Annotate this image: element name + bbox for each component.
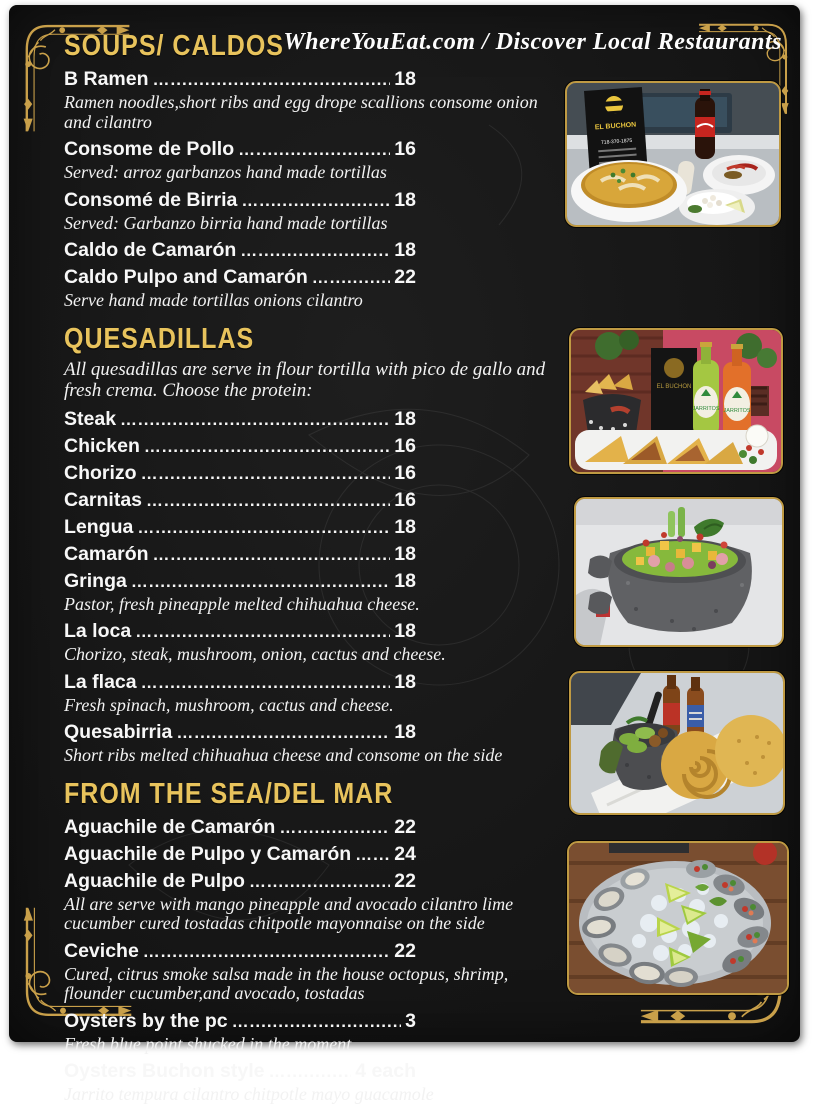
item-name: Steak: [64, 407, 117, 430]
dot-leader: [143, 938, 391, 965]
item-name: Consomé de Birria: [64, 188, 238, 211]
item-description: Jarrito tempura cilantro chitpotle mayo guacamole: [64, 1084, 434, 1104]
item-price: 18: [394, 542, 416, 565]
menu-item-row: [64, 460, 416, 487]
menu-item-row: [64, 66, 416, 93]
item-price: 18: [394, 515, 416, 538]
item-description: Cured, citrus smoke salsa made in the house octopus, shrimp, flounder cucumber,and avocado, tostadas: [64, 963, 509, 1003]
item-description: Fresh blue point shucked in the moment: [64, 1033, 352, 1054]
svg-text:EL BUCHON: EL BUCHON: [594, 121, 637, 132]
item-price: 18: [394, 721, 416, 743]
menu-item-row: [64, 841, 416, 868]
item-name: Chorizo: [64, 461, 137, 484]
menu-item-row: [64, 814, 416, 841]
item-name: Lengua: [64, 515, 134, 538]
svg-text:EL BUCHON: EL BUCHON: [656, 384, 692, 390]
dot-leader: [141, 669, 391, 696]
dot-leader: [241, 187, 390, 214]
item-price: 18: [394, 620, 416, 642]
item-description: Fresh spinach, mushroom, cactus and cheese.: [64, 694, 394, 715]
item-name: Camarón: [64, 542, 149, 565]
item-description: Short ribs melted chihuahua cheese and consome on the side: [64, 745, 503, 765]
item-name: Chicken: [64, 434, 140, 457]
dot-leader: [268, 1058, 351, 1085]
menu-item-row: [64, 541, 416, 568]
menu-item-row: [64, 669, 416, 696]
dot-leader: [355, 841, 390, 868]
item-price: 18: [394, 569, 416, 592]
section-quesadillas: [64, 324, 569, 766]
dot-leader: [153, 66, 391, 93]
item-name: Ceviche: [64, 939, 139, 962]
menu-item-row: [64, 1058, 416, 1085]
section-intro: All quesadillas are serve in flour tortilla with pico de gallo and fresh crema. Choose the protein:: [64, 358, 546, 401]
section-title: QUESADILLAS: [64, 322, 255, 355]
item-price: 18: [394, 670, 416, 693]
item-price: 22: [394, 869, 416, 892]
menu-item-row: [64, 568, 416, 595]
item-price: 22: [394, 266, 416, 288]
menu-item-row: [64, 187, 416, 214]
svg-text:JARRITOS: JARRITOS: [692, 406, 720, 412]
menu-item-row: [64, 264, 416, 291]
menu-item-row: [64, 237, 416, 264]
item-price: 18: [394, 188, 416, 211]
item-price: 18: [394, 239, 416, 261]
item-price: 22: [394, 815, 416, 838]
dot-leader: [153, 541, 391, 568]
item-price: 4 each: [355, 1060, 416, 1082]
item-name: La flaca: [64, 670, 137, 693]
item-name: Oysters by the pc: [64, 1009, 228, 1032]
dot-leader: [137, 514, 390, 541]
item-name: Quesabirria: [64, 721, 173, 743]
dot-leader: [131, 568, 390, 595]
soup-bowl: [571, 160, 687, 222]
photo-quesadillas: [569, 328, 783, 474]
garnish-bowl-chiles: [703, 155, 775, 195]
menu-item-row: [64, 136, 416, 163]
section-soups: [64, 31, 569, 311]
item-price: 22: [394, 939, 416, 962]
item-description: Pastor, fresh pineapple melted chihuahua cheese.: [64, 593, 420, 614]
menu-item-row: [64, 514, 416, 541]
quesadilla-plate: [575, 425, 777, 470]
dot-leader: [312, 264, 391, 291]
section-from-the-sea: [64, 779, 569, 1105]
photo-aguachile-molcajete: [574, 497, 784, 647]
item-name: Aguachile de Pulpo y Camarón: [64, 842, 352, 865]
menu-item-row: [64, 487, 416, 514]
section-title: FROM THE SEA/DEL MAR: [64, 777, 394, 810]
item-price: 16: [394, 488, 416, 511]
photo-molcajete-tostadas: [569, 671, 785, 815]
item-description: All are serve with mango pineapple and avocado cilantro lime cucumber cured tostadas chitpotle mayonnaise on the side: [64, 893, 514, 933]
item-name: Oysters Buchon style: [64, 1060, 265, 1082]
item-price: 16: [394, 138, 416, 160]
photo-oyster-platter: [567, 841, 789, 995]
dot-leader: [238, 136, 390, 163]
item-name: Gringa: [64, 569, 127, 592]
garnish-bowl-onion-lime: [679, 189, 755, 225]
menu-item-row: [64, 618, 416, 645]
dot-leader: [144, 433, 390, 460]
menu-item-row: [64, 938, 416, 965]
dot-leader: [176, 719, 390, 746]
item-name: La loca: [64, 620, 132, 642]
item-name: B Ramen: [64, 68, 149, 90]
item-description: Serve hand made tortillas onions cilantro: [64, 290, 363, 310]
item-description: Ramen noodles,short ribs and egg drope scallions consome onion and cilantro: [64, 92, 538, 132]
dot-leader: [240, 237, 390, 264]
item-price: 16: [394, 461, 416, 484]
item-price: 24: [394, 842, 416, 865]
dot-leader: [135, 618, 390, 645]
menu-page: [9, 5, 800, 1104]
item-name: Carnitas: [64, 488, 143, 511]
svg-text:718-370-1875: 718-370-1875: [600, 137, 633, 146]
item-price: 18: [394, 407, 416, 430]
menu-item-row: [64, 868, 416, 895]
dot-leader: [120, 406, 390, 433]
item-name: Caldo de Camarón: [64, 239, 237, 261]
item-price: 16: [394, 434, 416, 457]
item-price: 18: [394, 68, 416, 90]
menu-item-row: [64, 719, 416, 746]
item-description: Served: Garbanzo birria hand made tortillas: [64, 212, 388, 233]
dot-leader: [279, 814, 390, 841]
menu-item-row: [64, 1008, 416, 1035]
item-name: Aguachile de Camarón: [64, 815, 276, 838]
site-watermark-link[interactable]: WhereYouEat.com / Discover Local Restaurants: [283, 29, 782, 55]
item-description: Chorizo, steak, mushroom, onion, cactus and cheese.: [64, 644, 446, 664]
menu-item-row: [64, 406, 416, 433]
photo-chicken-consome: [565, 81, 781, 227]
dot-leader: [232, 1008, 401, 1035]
menu-item-row: [64, 433, 416, 460]
item-price: 3: [405, 1009, 416, 1032]
menu-column: [64, 31, 569, 1115]
item-description: Served: arroz garbanzos hand made tortillas: [64, 162, 387, 182]
item-name: Caldo Pulpo and Camarón: [64, 266, 308, 288]
item-name: Aguachile de Pulpo: [64, 869, 245, 892]
svg-text:JARRITOS: JARRITOS: [723, 408, 751, 414]
dot-leader: [141, 460, 391, 487]
coke-bottle: [695, 89, 715, 159]
section-title: SOUPS/ CALDOS: [64, 29, 284, 63]
dot-leader: [146, 487, 390, 514]
dot-leader: [249, 868, 390, 895]
item-name: Consome de Pollo: [64, 138, 235, 160]
